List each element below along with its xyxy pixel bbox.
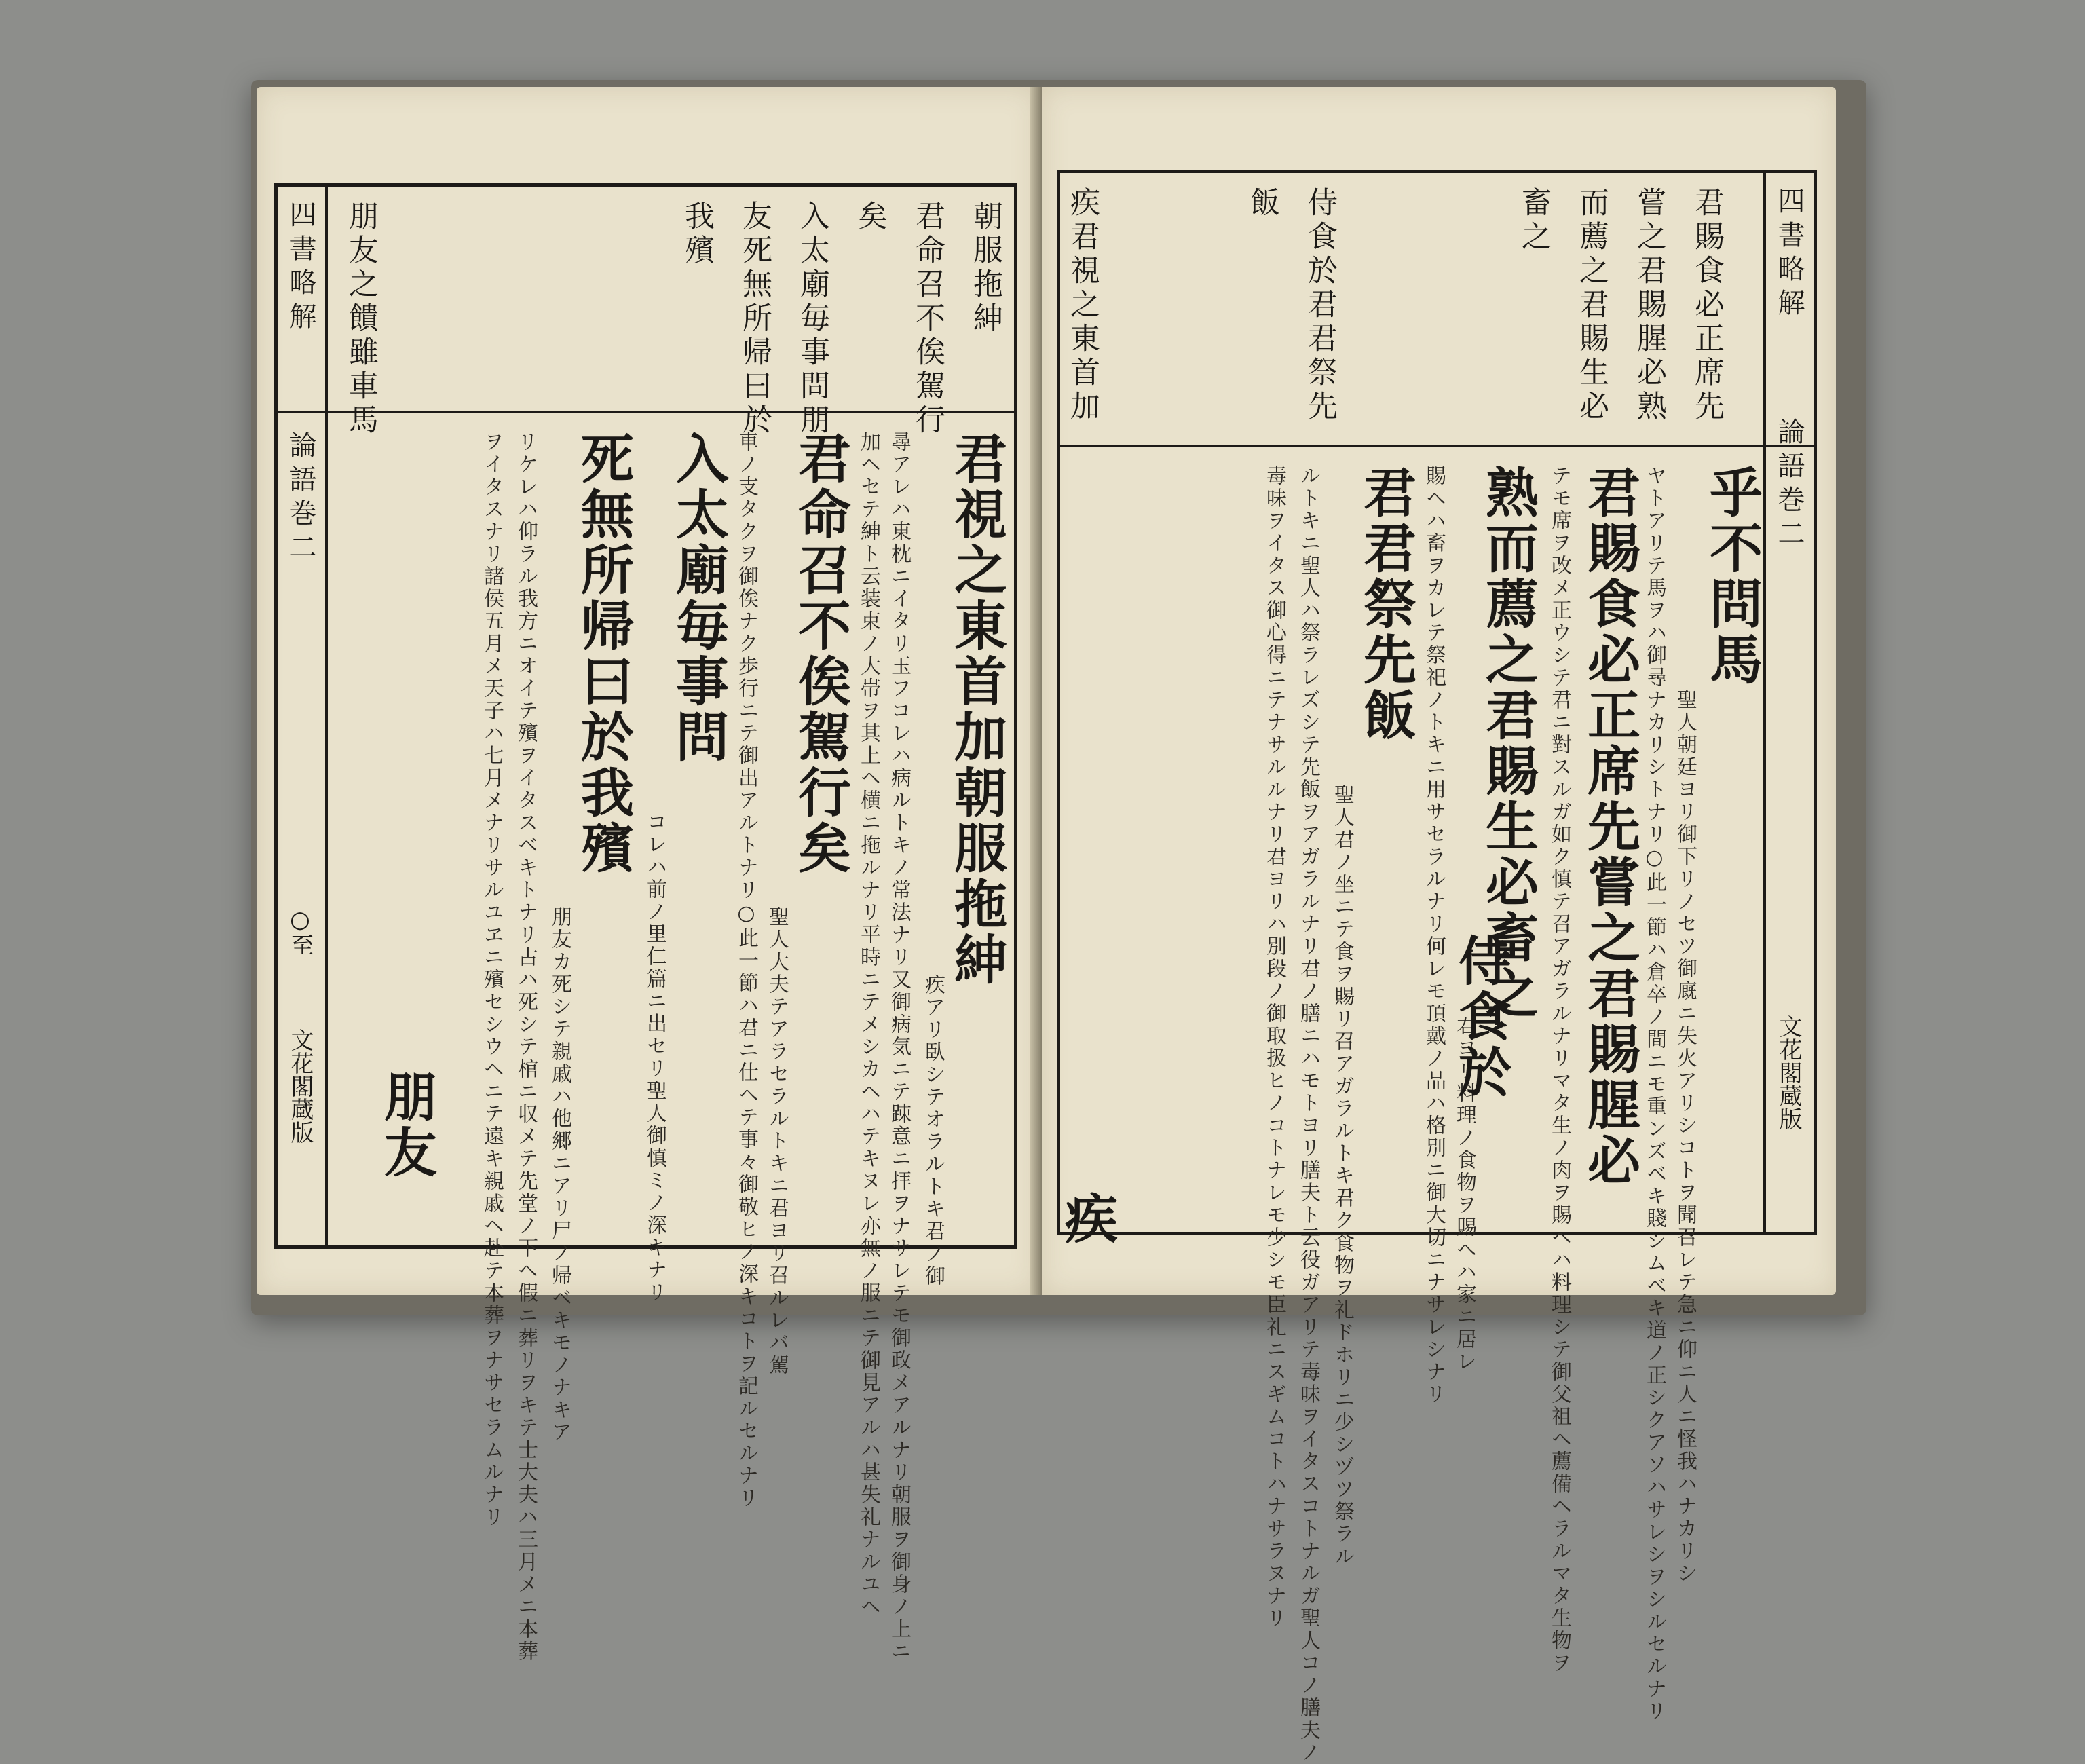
main-large-text: 君視之東首加朝服拖紳 [945, 431, 1007, 988]
right-page [1042, 87, 1836, 1764]
upper-line: 友死無所帰曰於 [737, 200, 772, 438]
main-note: 疾アリ臥シテオラルトキ君ノ御 [921, 974, 945, 1288]
upper-line: 矣 [852, 200, 887, 234]
upper-line: 而薦之君賜生必 [1574, 187, 1609, 424]
main-note: 賜ヘハ畜ヲカレテ祭祀ノトキニ用サセラルナリ何レモ頂戴ノ品ハ格別ニ御大切ニナサレシナリ [1422, 465, 1446, 1406]
upper-line: 嘗之君賜腥必熟 [1632, 187, 1666, 424]
main-note: 車ノ支タクヲ御俟ナク歩行ニテ御出アルトナリ○此一節ハ君ニ仕ヘテ事々御敬ヒノ深キコトヲ記ルセルナリ [734, 431, 758, 1509]
right-page-frame [1056, 170, 1817, 1764]
left-margin-column [278, 187, 328, 1245]
upper-line: 朝服拖紳 [968, 200, 1002, 336]
upper-line: 畜之 [1516, 187, 1551, 255]
margin-publisher: 文花閣蔵版 [286, 1028, 314, 1144]
right-margin-column [1763, 173, 1814, 1232]
main-note: 毒味ヲイタス御心得ニテナサルルナリ君ヨリハ別段ノ御取扱ヒノコトナレモ少シモ臣礼ニスギムコトハナサラヌナリ [1262, 465, 1286, 1630]
left-page-frame [274, 183, 1017, 1663]
margin-title: 四書略解 [285, 200, 316, 336]
upper-line: 君命召不俟駕行 [910, 200, 945, 438]
main-large-text: 侍食於 [1450, 933, 1511, 1100]
upper-line: 我殯 [679, 200, 714, 268]
main-note: 聖人君ノ坐ニテ食ヲ賜リ召アガラルトキ君ク食物ヲ礼ドホリニ少シヅツ祭ラル [1330, 784, 1354, 1568]
main-large-text: 入太廟毎事問 [667, 431, 729, 765]
margin-chapter: 論語巻二 [285, 431, 316, 567]
margin-chapter: 論語巻二 [1773, 417, 1805, 553]
margin-publisher: 文花閣蔵版 [1775, 1015, 1802, 1130]
main-note: ルトキニ聖人ハ祭ラレズシテ先飯ヲアガラルナリ君ノ膳ニハモトヨリ膳夫ト云役ガアリテ毒味ヲイタスコトナルガ聖人コノ膳夫ノ [1296, 465, 1320, 1764]
main-note: 聖人朝廷ヨリ御下リノセツ御廐ニ失火アリシコトヲ聞召レテ急ニ仰ニ人ニ怪我ハナカリシ [1673, 689, 1697, 1585]
main-note: 尋アレハ東枕ニイタリ玉フコレハ病ルトキノ常法ナリ又御病気ニテ踈意ニ拝ヲナサレテモ御政メアルナリ朝服ヲ御身ノ上ニ [887, 431, 911, 1663]
main-note: テモ席ヲ改メ正ウシテ君ニ對スルガ如ク慎テ召アガラルナリマタ生ノ肉ヲ賜ヘハ料理シテ御父祖ヘ薦備ヘラルマタ生物ヲ [1547, 465, 1571, 1674]
main-note: 加ヘセテ紳ト云装束ノ大帯ヲ其上ヘ横ニ拖ルナリ平時ニテメシカヘハテキヌレ亦無ノ服ニテ御見アルハ甚失礼ナルユヘ [857, 431, 880, 1618]
upper-line: 君賜食必正席先 [1689, 187, 1724, 424]
upper-line: 疾君視之東首加 [1065, 187, 1100, 424]
main-large-text: 熟而薦之君賜生必畜之 [1477, 465, 1539, 1021]
main-large-text: 乎不問馬 [1701, 465, 1763, 688]
left-page [257, 87, 1037, 1663]
main-note: コレハ前ノ里仁篇ニ出セリ聖人御慎ミノ深キナリ [643, 811, 666, 1304]
main-large-text: 君命召不俟駕行矣 [789, 431, 851, 876]
main-note: リケレハ仰ラル我方ニオイテ殯ヲイタスベキトナリ古ハ死シテ棺ニ収メテ先堂ノ下ヘ假ニ葬リヲキテ士大夫ハ三月メニ本葬 [514, 431, 538, 1663]
upper-line: 朋友之饋雖車馬 [343, 200, 378, 438]
left-divider [278, 411, 1014, 413]
right-divider [1060, 445, 1814, 447]
main-note: 聖人大夫テアラセラルトキニ君ヨリ召ルレバ駕 [765, 906, 789, 1376]
main-large-text: 朋友 [375, 1069, 437, 1180]
margin-title: 四書略解 [1773, 187, 1805, 322]
main-note: 朋友カ死シテ親戚ハ他郷ニアリ尸ノ帰ベキモノナキア [548, 906, 571, 1444]
upper-line: 飯 [1245, 187, 1279, 221]
upper-line: 入太廟毎事問朋 [795, 200, 829, 438]
main-large-text: 疾 [1056, 1191, 1118, 1247]
main-large-text: 君賜食必正席先嘗之君賜腥必 [1579, 465, 1640, 1188]
main-large-text: 君君祭先飯 [1355, 465, 1416, 743]
main-note: ヤトアリテ馬ヲハ御尋ナカリシトナリ○此一節ハ倉卒ノ間ニモ重ンズベキ賤シムベキ道ノ正シクアソハサレシヲシルセルナリ [1642, 465, 1666, 1723]
upper-line: 侍食於君君祭先 [1302, 187, 1337, 424]
margin-folio: ○至 [286, 906, 314, 956]
main-note: 君ヨリ料理ノ食物ヲ賜ヘハ家ニ居レ [1452, 1015, 1476, 1373]
main-note: ヲイタスナリ諸侯五月メ天子ハ七月メナリサルユヱニ殯セシウヘニテ遠キ親戚ヘ赴テ本葬ヲナサセラムルナリ [480, 431, 504, 1528]
main-large-text: 死無所帰曰於我殯 [572, 431, 634, 876]
